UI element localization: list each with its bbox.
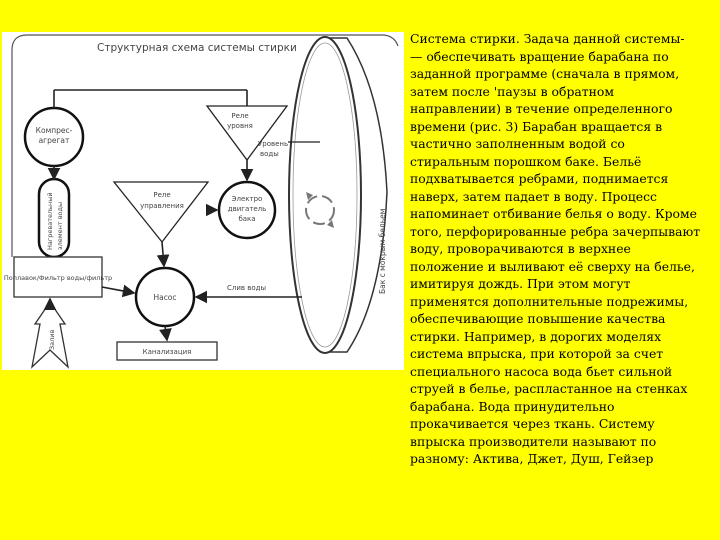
drum	[289, 37, 387, 353]
text-line: направлении) в течение определенного	[410, 101, 673, 116]
sewer-node	[117, 342, 217, 360]
text-line: воду, проворачиваются в верхнее	[410, 241, 631, 256]
diagram-panel	[2, 32, 404, 370]
text-line: специального насоса вода бьет сильной	[410, 363, 673, 379]
text-line: Система стирки. Задача данной системы-	[410, 31, 685, 46]
text-line: подхватывается ребрами, поднимается	[410, 171, 669, 186]
heater-node	[39, 179, 69, 257]
filter-label: Поплавок/Фильтр воды/фильтр	[3, 274, 113, 282]
text-line: частично заполненным водой со	[410, 136, 625, 151]
level-relay-label-2: уровня	[227, 122, 253, 130]
drum-label: Бак с мокрым бельем	[378, 208, 387, 294]
pump-label: Насос	[153, 293, 177, 302]
water-level-label-2: воды	[260, 150, 279, 158]
control-relay-node	[114, 182, 208, 242]
text-line: напоминает отбивание белья о воду. Кроме	[410, 206, 697, 221]
motor-node	[219, 182, 275, 238]
compressor-node	[25, 108, 83, 166]
compressor-label-1: Компрес-	[35, 126, 73, 135]
compressor-label-2: агрегат	[38, 136, 70, 145]
text-line: применятся дополнительные подрежимы,	[410, 293, 689, 309]
water-level-label-1: Уровень	[258, 140, 289, 148]
text-line: система впрыска, при которой за счет	[410, 346, 664, 361]
text-line: наверх, затем падает в воду. Процесс	[410, 188, 657, 204]
text-line: времени (рис. 3) Барабан вращается в	[410, 118, 663, 134]
motor-label-3: бака	[238, 215, 256, 223]
text-line: стиральным порошком баке. Бельё	[410, 153, 642, 169]
text-line: заданной программе (сначала в прямом,	[410, 66, 680, 81]
diagram-title: Структурная схема системы стирки	[97, 42, 297, 54]
control-relay-label-2: управления	[140, 202, 184, 210]
level-relay-label-1: Реле	[231, 112, 249, 120]
drain-label: Слив воды	[227, 284, 267, 292]
description-text	[410, 30, 714, 468]
structural-diagram	[2, 32, 404, 370]
text-line: положение и выливают её сверху на белье,	[410, 258, 695, 274]
inlet-label: Залив	[48, 329, 56, 350]
text-line: прокачивается через ткань. Систему	[410, 416, 655, 431]
text-line: впрыска производители называют по	[410, 433, 657, 449]
text-line: струей в белье, распластанное на стенках	[410, 381, 688, 396]
pump-node	[136, 268, 194, 326]
text-line: стирки. Например, в дорогих моделях	[410, 328, 662, 344]
filter-node	[4, 257, 112, 297]
text-line: барабана. Вода принудительно	[410, 398, 615, 414]
text-line: затем после 'паузы в обратном	[410, 83, 614, 99]
heater-label-1: Нагревательный	[46, 192, 54, 250]
text-line: того, перфорированные ребра зачерпывают	[410, 223, 701, 239]
sewer-label: Канализация	[142, 348, 192, 356]
text-line: обеспечивающие повышение качества	[410, 311, 666, 326]
inlet-node	[32, 302, 68, 367]
text-line: — обеспечивать вращение барабана по	[410, 48, 669, 64]
control-relay-label-1: Реле	[153, 191, 171, 199]
text-line: имитируя дождь. При этом могут	[410, 276, 631, 291]
motor-label-1: Электро	[231, 195, 263, 203]
heater-label-2: элемент воды	[56, 201, 64, 250]
text-line: разному: Актива, Джет, Душ, Гейзер	[410, 451, 654, 466]
motor-label-2: двигатель	[227, 205, 267, 213]
